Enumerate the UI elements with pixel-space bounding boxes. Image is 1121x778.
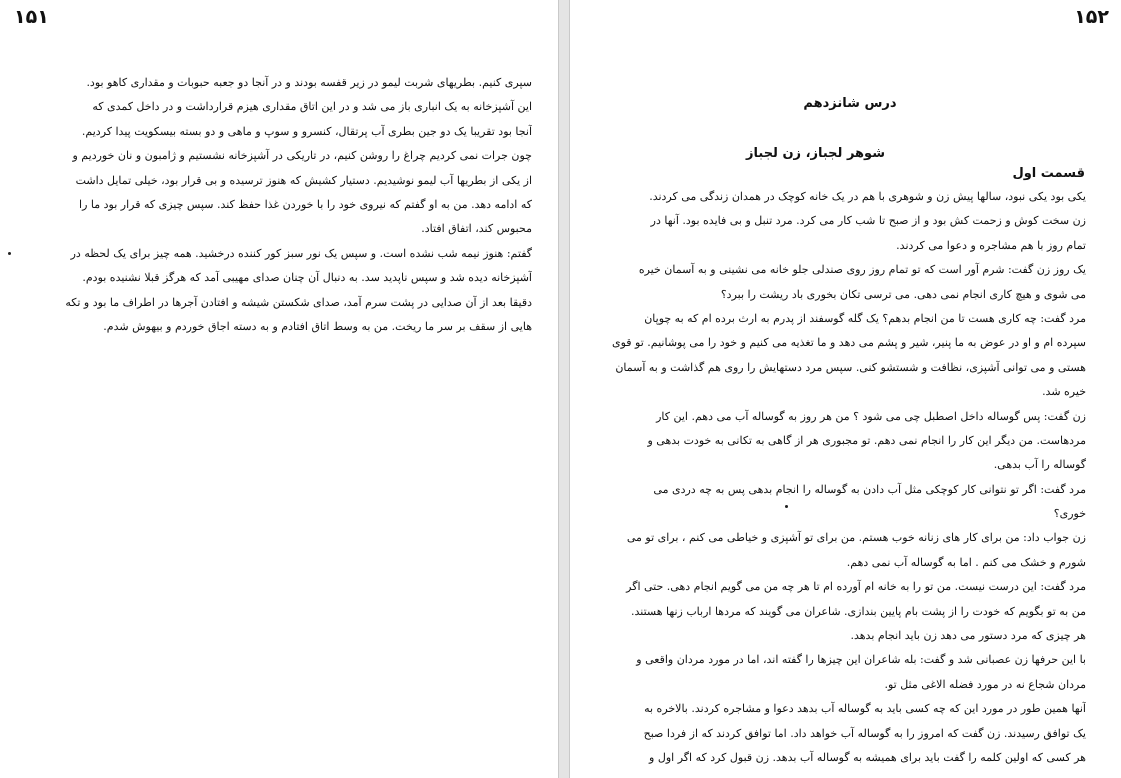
- book-gutter: [558, 0, 570, 778]
- text-line: که ادامه دهد. من به او گفتم که نیروی خود را با خوردن غذا حفظ کند. سپس چیزی که قرار بود ما را: [79, 197, 532, 211]
- text-line: گفتم: هنوز نیمه شب نشده است. و سپس یک نور سبز کور کننده درخشید. همه چیز برای یک لحظه در: [70, 246, 532, 260]
- text-line: مرد گفت: چه کاری هست تا من انجام بدهم؟ یک گله گوسفند از پدرم به ارث برده ام که به چوپان: [644, 311, 1086, 325]
- text-line: آشپزخانه دیده شد و سپس ناپدید سد. به دنبال آن چنان صدای مهیبی آمد که هرگز قبلا نشنیده بودم.: [82, 271, 532, 285]
- text-line: خیره شد.: [1042, 385, 1086, 399]
- part-title: قسمت اول: [1012, 166, 1085, 181]
- text-line: یک توافق رسیدند. زن گفت که امروز را به گوساله آب خواهد داد. اما توافق کردند که از فردا صبح: [643, 726, 1086, 740]
- text-line: سپری کنیم. بطریهای شربت لیمو در زیر قفسه بودند و در آنجا دو جعبه حبوبات و مقداری کاهو بود.: [86, 76, 532, 89]
- page-number-right: ۱۵۲: [1074, 6, 1109, 28]
- right-page-body: [606, 185, 1086, 770]
- left-page: [0, 0, 558, 778]
- text-line: از یکی از بطریها آب لیمو نوشیدیم. دستیار کشیش که هنوز ترسیده و بی قرار بود، خیلی تمایل داشت: [75, 173, 532, 187]
- text-line: دقیقا بعد از آن صدایی در پشت سرم آمد، صدای شکستن شیشه و افتادن آجرها در اطراف ما بود و تکه: [65, 295, 532, 309]
- right-page: [570, 0, 1121, 778]
- stray-mark: [8, 252, 11, 255]
- text-line: مرد گفت: این درست نیست. من تو را به خانه ام آورده ام تا هر چه من می گویم انجام دهی. حتی اگر: [626, 580, 1086, 594]
- text-line: زن سخت کوش و زحمت کش بود و از صبح تا شب کار می کرد. مرد تنبل و بی فایده بود. آنها در: [650, 214, 1086, 228]
- text-line: یک روز زن گفت: شرم آور است که تو تمام روز روی صندلی جلو خانه می نشینی و به آسمان خیره: [638, 263, 1086, 277]
- text-line: چون جرات نمی کردیم چراغ را روشن کنیم، در تاریکی در آشپزخانه نشستیم و ژامبون و نان خوردیم و: [72, 149, 532, 163]
- text-line: زن گفت: پس گوساله داخل اصطبل چی می شود ؟ من هر روز به گوساله آب می دهم. این کار: [656, 409, 1086, 423]
- text-line: با این حرفها زن عصبانی شد و گفت: بله شاعران این چیزها را گفته اند، اما در مورد مردان واقعی و: [636, 653, 1086, 667]
- text-line: این آشپزخانه به یک انباری باز می شد و در این اتاق مقداری هیزم قرارداشت و در داخل کمدی که: [92, 100, 532, 114]
- text-line: زن جواب داد: من برای کار های زنانه خوب هستم. من برای تو آشپزی و خیاطی می کنم ، برای تو می: [626, 531, 1086, 545]
- text-line: هر چیزی که مرد دستور می دهد زن باید انجام بدهد.: [850, 629, 1086, 643]
- text-line: سپرده ام و او در عوض به ما پنیر، شیر و پشم می دهد و ما تغذیه می کنیم و خود را می پوشانیم. تو قوی: [612, 336, 1086, 350]
- text-line: مردهاست. من دیگر این کار را انجام نمی دهم. تو مجبوری هر از گاهی به تکانی به خودت بدهی و: [647, 433, 1086, 447]
- story-title: شوهر لجباز، زن لجباز: [746, 146, 885, 161]
- text-line: خوری؟: [1053, 507, 1086, 521]
- text-line: تمام روز با هم مشاجره و دعوا می کردند.: [896, 238, 1086, 252]
- text-line: گوساله را آب بدهی.: [993, 458, 1086, 472]
- text-line: من به تو بگویم که خودت را از پشت بام پایین بندازی. شاعران می گویند که مردها ارباب زنها هستند.: [631, 604, 1086, 618]
- text-line: مرد گفت: اگر تو نتوانی کار کوچکی مثل آب دادن به گوساله را انجام بدهی پس به چه دردی می: [653, 482, 1086, 496]
- text-line: مردان شجاع نه در مورد فضله الاغی مثل تو.: [884, 677, 1086, 691]
- text-line: می شوی و هیچ کاری انجام نمی دهی. می ترسی تکان بخوری باد ریشت را ببرد؟: [720, 287, 1086, 301]
- text-line: آنها همین طور در مورد این که چه کسی باید به گوساله آب بدهد دعوا و مشاجره کردند. بالاخره به: [644, 702, 1086, 716]
- text-line: شورم و خشک می کنم . اما به گوساله آب نمی دهم.: [846, 555, 1086, 569]
- lesson-title: درس شانزدهم: [803, 96, 897, 111]
- text-line: هر کسی که اولین کلمه را گفت باید برای همیشه به گوساله آب بدهد. زن قبول کرد که اگر اول و: [649, 750, 1086, 764]
- page-number-left: ۱۵۱: [14, 6, 49, 28]
- text-line: هایی از سقف بر سر ما ریخت. من به وسط اتاق افتادم و به دسته اجاق خوردم و بیهوش شدم.: [103, 319, 532, 333]
- stray-mark: [785, 505, 788, 508]
- text-line: محبوس کند، اتفاق افتاد.: [421, 222, 532, 236]
- text-line: یکی بود یکی نبود، سالها پیش زن و شوهری با هم در یک خانه کوچک در همدان زندگی می کردند.: [649, 190, 1086, 203]
- text-line: آنجا بود تقریبا یک دو جین بطری آب پرتقال، کنسرو و سوپ و ماهی و دو بسته بیسکویت پیدا کردیم.: [81, 124, 532, 138]
- text-line: هستی و می توانی آشپزی، نظافت و شستشو کنی. سپس مرد دستهایش را روی هم گذاشت و به آسمان: [615, 360, 1086, 374]
- left-page-body: [30, 71, 532, 339]
